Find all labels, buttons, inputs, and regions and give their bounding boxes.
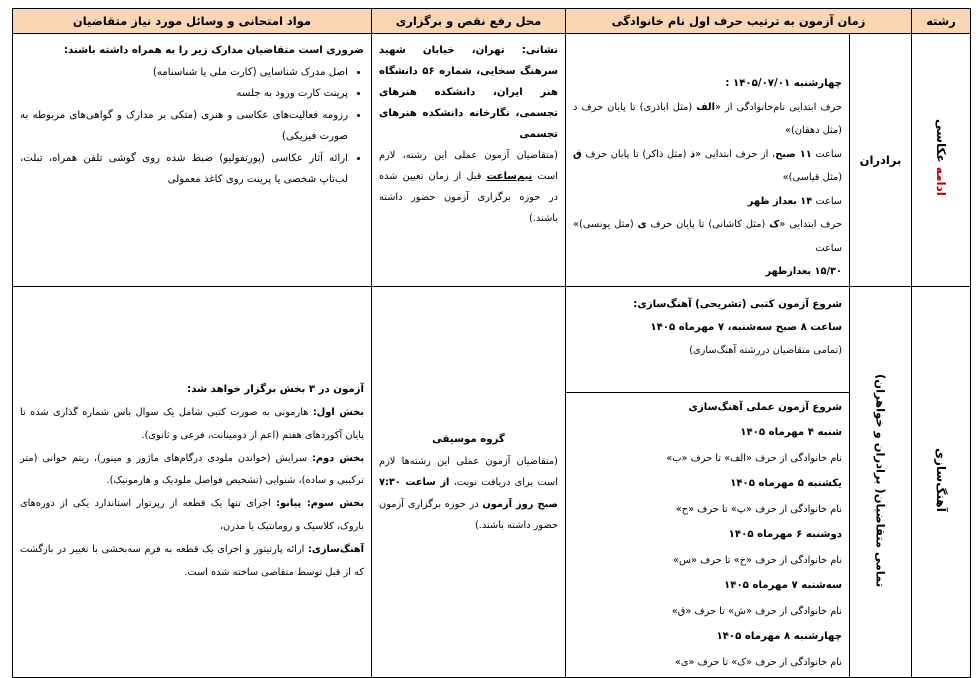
header-materials: مواد امتحانی و وسائل مورد نیاز متقاضیان — [13, 9, 372, 34]
practical-day-date: شنبه ۴ مهرماه ۱۴۰۵ — [740, 427, 843, 438]
candidates-composition — [850, 286, 912, 678]
practical-day-date: یکشنبه ۵ مهرماه ۱۴۰۵ — [730, 478, 843, 489]
row-photography — [13, 34, 971, 287]
candidates-photography: برادران — [850, 34, 912, 287]
major-composition-label: آهنگ‌سازی — [934, 447, 949, 512]
materials-composition — [13, 286, 372, 678]
location-composition — [372, 286, 566, 678]
music-group: گروه موسیقی — [432, 434, 505, 445]
practical-exam — [566, 392, 850, 678]
written-note: (تمامی متقاضیان دررشته آهنگ‌سازی) — [689, 344, 843, 356]
location-photography — [372, 34, 566, 287]
practical-title: شروع آزمون عملی آهنگ‌سازی — [688, 401, 843, 413]
major-composition — [912, 286, 971, 678]
document-item: • ارائه آثار عکاسی (پورتفولیو) ضبط شده روی گوشی تلفن همراه، تبلت، لب‌تاپ شخصی یا پرینت روی کاغذ معمولی — [20, 148, 348, 191]
required-documents-list — [20, 62, 364, 191]
materials-intro: ضروری است متقاضیان مدارک زیر را به همراه داشته باشند: — [63, 45, 364, 56]
document-item: • رزومه فعالیت‌های عکاسی و هنری (متکی بر مدارک و گواهی‌های مربوطه به صورت فیزیکی) — [20, 105, 348, 148]
practical-day-date: چهارشنبه ۸ مهرماه ۱۴۰۵ — [716, 631, 843, 642]
practical-day-range: نام خانوادگی از حرف «الف» تا حرف «ب» — [666, 452, 843, 464]
parts-intro: آزمون در ۳ بخش برگزار خواهد شد: — [187, 384, 364, 396]
document-item: • اصل مدرک شناسایی (کارت ملی یا شناسنامه) — [20, 62, 348, 84]
materials-photography — [13, 34, 372, 287]
time-line-3: ساعت ۱۴ بعداز ظهر — [747, 195, 843, 207]
header-row — [13, 9, 971, 34]
location-address: نشانی: تهران، خیابان شهید سرهنگ سخایی، شماره ۵۶ دانشگاه هنر ایران، دانشکده هنرهای تجسمی، نگارخانه دانشکده هنرهای تجسمی — [379, 45, 558, 140]
time-line-5: ۱۵/۳۰ بعدازظهر — [765, 266, 843, 277]
location-note: (متقاضیان آزمون عملی این رشته، لازم است نیم‌ساعت قبل از زمان تعیین شده در حوزه برگزاری آزمون حضور داشته باشند.) — [379, 150, 558, 224]
practical-day-date: دوشنبه ۶ مهرماه ۱۴۰۵ — [728, 529, 843, 540]
major-photography — [912, 34, 971, 287]
practical-day-date: سه‌شنبه ۷ مهرماه ۱۴۰۵ — [724, 580, 843, 591]
music-note: (متقاضیان آزمون عملی این رشته‌ها لازم است برای دریافت نوبت، از ساعت ۷:۳۰ صبح روز آزمون در حوزه برگزاری آزمون حضور داشته باشند.) — [379, 455, 558, 531]
written-time: ساعت ۸ صبح سه‌شنبه، ۷ مهرماه ۱۴۰۵ — [650, 321, 843, 333]
practical-day-range: نام خانوادگی از حرف «ک» تا حرف «ی» — [674, 656, 843, 668]
major-photography-label: ادامه عکاسی — [934, 119, 949, 197]
written-exam — [566, 286, 850, 392]
part-composition: آهنگ‌سازی: ارائه پارتیتور و اجرای یک قطعه به فرم سه‌بخشی با تغییر در بازگشت که از قبل توسط متقاضی ساخته شده است. — [20, 543, 364, 578]
row-composition-a — [13, 286, 971, 392]
practical-day-range: نام خانوادگی از حرف «پ» تا حرف «ح» — [675, 503, 843, 515]
schedule-table — [12, 8, 971, 678]
part-one: بخش اول: هارمونی به صورت کتبی شامل یک سوال باس شماره گذاری شده تا پایان آکوردهای هفتم (اعم از دومینانت، فرعی و ثانوی). — [20, 406, 364, 441]
candidates-composition-label: تمامی متقاضیان( برادران و خواهران) — [873, 373, 888, 587]
written-title: شروع آزمون کتبی (تشریحی) آهنگ‌سازی: — [633, 298, 843, 310]
time-line-4: حرف ابتدایی «ک (مثل کاشانی) تا پایان حرف ی (مثل یونسی)» ساعت — [573, 219, 843, 254]
exam-date: چهارشنبه ۱۴۰۵/۰۷/۰۱ : — [725, 78, 843, 89]
time-line-1: حرف ابتدایی نام‌خانوادگی از «الف (مثل اباذری) تا پایان حرف د (مثل دهقان)» — [573, 101, 843, 136]
practical-day-range: نام خانوادگی از حرف «ش» تا حرف «ق» — [671, 605, 843, 617]
time-photography — [566, 34, 850, 287]
time-line-2: ساعت ۱۱ صبح، از حرف ابتدایی «ذ (مثل ذاکر) تا پایان حرف ق (مثل قیاسی)» — [573, 148, 843, 183]
header-location: محل رفع نقص و برگزاری — [372, 9, 566, 34]
practical-day-range: نام خانوادگی از حرف «خ» تا حرف «س» — [673, 554, 843, 566]
part-three: بخش سوم: پیانو: اجرای تنها یک قطعه از رپرتوار استاندارد یکی از دوره‌های باروک، کلاسیک و رومانتیک یا مدرن، — [20, 498, 364, 532]
header-time: زمان آزمون به ترتیب حرف اول نام خانوادگی — [566, 9, 912, 34]
header-major: رشته — [912, 9, 971, 34]
document-item: • پرینت کارت ورود به جلسه — [20, 83, 348, 105]
part-two: بخش دوم: سرایش (خواندن ملودی درگام‌های ماژور و مینور)، ریتم خوانی (متر ترکیبی و ساده)، شنوایی (تشخیص فواصل ملودیک و هارمونیک). — [20, 452, 364, 487]
